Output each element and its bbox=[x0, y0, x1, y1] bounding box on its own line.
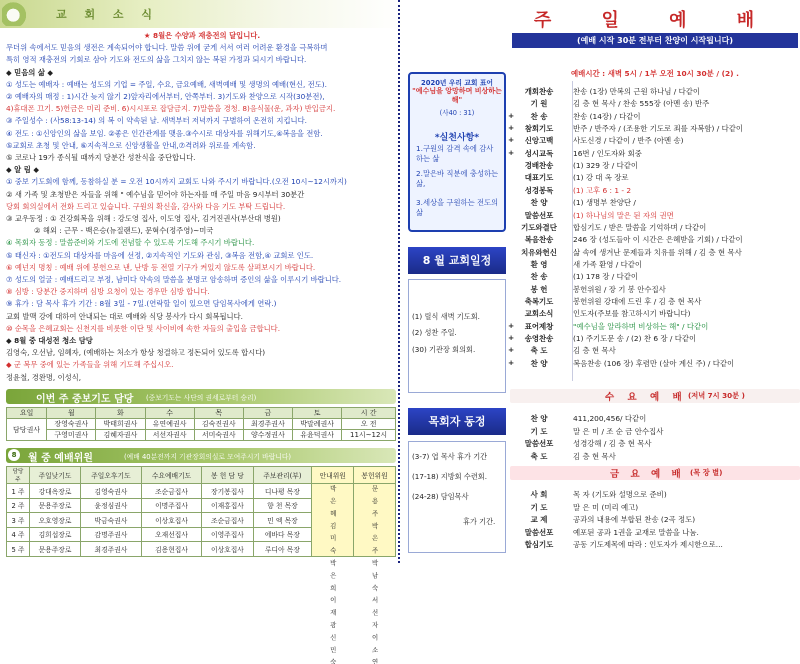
committee-table bbox=[6, 466, 396, 664]
standing-cross-mark: + bbox=[508, 123, 515, 133]
table-header: 봉헌위원 bbox=[354, 467, 396, 484]
table-cell: 박말례권사 bbox=[293, 419, 342, 430]
order-item-label: 환 영 bbox=[530, 259, 548, 269]
notice-line-11: ⑨ 휴가 : 담 목사 휴가 기간 : 8월 3일 - 7일.(연락할 일이 있으면 담임목사에게 연락.) bbox=[6, 299, 277, 309]
notice-line-2: ② 새 가족 및 초청받은 자들을 위해 " 예수님을 믿어야 하는자를 매 주일 마음 9시부터 30분간 bbox=[6, 189, 305, 199]
table-cell: 김혜자권사 bbox=[96, 430, 145, 441]
table-cell: 양수정권사 bbox=[243, 430, 292, 441]
order-row bbox=[510, 222, 800, 234]
table-cell: 이영주집사 bbox=[202, 527, 253, 542]
order-item-label: 성경봉독 bbox=[524, 185, 554, 195]
intercession-title: 이번 주 중보기도 담당 bbox=[36, 394, 134, 405]
cleaning-title: ◆ 8월 중 대성전 청소 담당 bbox=[6, 336, 93, 346]
pastor-item: (3-7) 엽 목사 휴가 기간 bbox=[412, 452, 488, 461]
motto-verse: "예수님을 앙망하며 비상하는 해" bbox=[412, 87, 502, 104]
order-item-label: 기도와결단 bbox=[521, 222, 557, 232]
practice-item-1: 1.구원의 감격 속에 감사하는 삶 bbox=[416, 144, 494, 163]
table-cell: 최경주권사 bbox=[81, 542, 142, 557]
order-item-value: 삶 속에 생겨난 문제들과 치유를 위해 / 김 층 현 목사 bbox=[573, 247, 742, 257]
table-cell: 최경주권사 bbox=[243, 419, 292, 430]
order-row bbox=[510, 123, 800, 135]
diagonal-header bbox=[7, 467, 30, 484]
table-cell: 디나평 목장 bbox=[253, 484, 312, 499]
order-item-label: 축 도 bbox=[530, 346, 548, 356]
wednesday-worship-time: (저녁 7시 30분 ) bbox=[688, 391, 745, 400]
notice-line-13: ⑩ 순목을 은혜교회는 신천지를 비롯한 이단 및 사이비에 속한 자들의 출입을 금합니다. bbox=[6, 323, 281, 333]
notice-line-9: ⑦ 성도의 얼굴 : 예배드리고 부정, 남미다 약속의 말씀을 분명코 암송하며 증인의 삶을 이루시기 바랍니다. bbox=[6, 275, 342, 285]
table-header: 주일낮기도 bbox=[29, 467, 80, 484]
offering-cell bbox=[354, 484, 396, 664]
standing-cross-mark: + bbox=[508, 147, 515, 157]
table-header: 주보관리(부) bbox=[253, 467, 312, 484]
order-item-value: 411,200,456/ 다같이 bbox=[573, 414, 647, 423]
order-item-label: 찬 양 bbox=[530, 358, 548, 368]
table-header: 금 bbox=[243, 408, 292, 419]
order-item-label: 찬 송 bbox=[530, 111, 548, 121]
order-item-label: 기 도 bbox=[530, 426, 548, 436]
friday-worship-note: (목 장 별) bbox=[690, 468, 723, 477]
order-item-label: 찬 송 bbox=[530, 272, 548, 282]
order-row bbox=[510, 111, 800, 123]
order-item-value: 찬송 (14장) / 다같이 bbox=[573, 111, 641, 121]
order-row bbox=[510, 358, 800, 370]
order-row bbox=[510, 148, 800, 160]
pastor-box bbox=[408, 441, 506, 553]
order-item-value: 인도자(주보를 참고하시기 바랍니다) bbox=[573, 309, 691, 319]
order-row bbox=[510, 234, 800, 246]
order-row bbox=[510, 489, 800, 501]
order-item-value: 새 가족 환영 / 다같이 bbox=[573, 259, 643, 269]
table-cell: 11시~12시 bbox=[342, 430, 396, 441]
table-cell: 오재선집사 bbox=[141, 527, 202, 542]
notice-line-3: 당회 회의실에서 전화 드리고 있습니다. 구원의 확신을, 감사와 다음 기도 부탁 드립니다. bbox=[6, 201, 286, 211]
table-header: 요일 bbox=[7, 408, 47, 419]
schedule-title-bar: 8 월 교회일정 bbox=[408, 247, 506, 274]
table-cell: 향 천 목장 bbox=[253, 498, 312, 513]
order-item-value: 16번 / 인도자와 회중 bbox=[573, 148, 642, 158]
order-row bbox=[510, 308, 800, 320]
order-item-label: 개회찬송 bbox=[524, 87, 554, 96]
motto-reference: (사40 : 31) bbox=[439, 109, 475, 117]
committee-bar bbox=[6, 448, 396, 463]
table-row bbox=[7, 419, 396, 430]
military-title: ◆ 군 복무 중에 있는 가족들을 위해 기도해 주십시오. bbox=[6, 360, 174, 370]
order-item-label: 경배찬송 bbox=[524, 161, 554, 171]
order-row bbox=[510, 527, 800, 539]
practice-item-2: 2.말은바 직분에 충성하는 삶, bbox=[416, 169, 499, 188]
order-item-value: 봉헌위원 / 장 기 봉 안수집사 bbox=[573, 284, 666, 294]
order-item-label: 복음찬송 bbox=[524, 235, 554, 245]
table-header: 안내위원 bbox=[312, 467, 354, 484]
order-row bbox=[510, 172, 800, 184]
order-row bbox=[510, 514, 800, 526]
table-header: 토 bbox=[293, 408, 342, 419]
faith-line-7: ⑤ 코로나 19가 종식될 때까지 당분간 성찬식을 중단합니다. bbox=[6, 153, 196, 163]
motto-box bbox=[408, 72, 506, 232]
table-cell: 장영숙권사 bbox=[47, 419, 96, 430]
news-headline: ★ 8월은 수양과 재충전의 달입니다. bbox=[143, 31, 261, 40]
committee-month-badge: 8 bbox=[8, 449, 20, 461]
table-row bbox=[7, 430, 396, 441]
order-row bbox=[510, 413, 800, 425]
usher-names: 박 은 혜 김 미 숙 박 은 희 이 재 광 신 민 숙 bbox=[328, 484, 337, 664]
order-item-value: (1) 고후 6 : 1 - 2 bbox=[573, 185, 632, 195]
sunday-worship-subtitle: (예배 시작 30분 전부터 찬양이 시작됩니다) bbox=[512, 33, 798, 48]
page-divider bbox=[398, 0, 400, 563]
order-row bbox=[510, 333, 800, 345]
order-item-value: (1) 생명부 찬양단 / bbox=[573, 198, 636, 208]
order-row bbox=[510, 284, 800, 296]
table-cell: 유연예권사 bbox=[145, 419, 194, 430]
order-item-label: 신앙고백 bbox=[524, 136, 554, 146]
order-row bbox=[510, 135, 800, 147]
standing-cross-mark: + bbox=[508, 320, 515, 330]
schedule-item: (30) 기관장 회의회. bbox=[412, 345, 476, 354]
order-item-label: 참회기도 bbox=[524, 124, 554, 134]
pastor-title-bar: 목회자 동정 bbox=[408, 408, 506, 435]
news-banner bbox=[0, 0, 404, 28]
order-item-value: "예수님을 알라하며 비상하는 해" / 다같이 bbox=[573, 321, 709, 331]
table-header: 목 bbox=[194, 408, 243, 419]
faith-line-1: ① 성도는 예배자 : 예배는 성도의 기업 = 주일, 수요, 금요예배, 새벽예배 및 생명의 예배(현신, 전도). bbox=[6, 79, 327, 89]
friday-worship-bar bbox=[510, 466, 800, 480]
faith-line-5: ④ 전도 : ①신앙인의 삶을 보임. ②좋은 인간관계를 맺음.③수시로 대상자를 위해기도,④복음을 전함. bbox=[6, 128, 323, 138]
table-header: 시 간 bbox=[342, 408, 396, 419]
order-row bbox=[510, 210, 800, 222]
table-header: 화 bbox=[96, 408, 145, 419]
order-item-label: 성시교독 bbox=[524, 148, 554, 158]
notice-line-1: ① 중보 기도회에 함께, 동참하실 분 = 오전 10시까지 교회도 나와 주시기 바랍니다.(오전 10시~12시까지) bbox=[6, 177, 347, 187]
worship-panel bbox=[404, 0, 800, 563]
order-item-value: (1) 178 장 / 다같이 bbox=[573, 272, 639, 282]
table-row bbox=[7, 484, 396, 499]
table-cell: 루디아 목장 bbox=[253, 542, 312, 557]
order-item-value: 복음찬송 (106 장) 후렴만 (살아 계신 주) / 다같이 bbox=[573, 358, 735, 368]
table-cell: 김숙진권사 bbox=[194, 419, 243, 430]
order-item-value: 반주 / 반주자 / (조용한 기도로 죄를 자복함) / 다같이 bbox=[573, 124, 744, 134]
news-body bbox=[6, 30, 398, 384]
table-cell: 김용현집사 bbox=[141, 542, 202, 557]
order-row bbox=[510, 296, 800, 308]
table-cell: 구영미권사 bbox=[47, 430, 96, 441]
order-item-label: 기 도 bbox=[530, 502, 548, 512]
leaf-ornament-icon bbox=[2, 2, 30, 26]
table-cell: 이상호집사 bbox=[141, 513, 202, 528]
standing-cross-mark: + bbox=[508, 135, 515, 145]
pastor-item: (17-18) 지방회 수련회. bbox=[412, 472, 488, 481]
order-item-value: (1) 주기도문 송 / (2) 찬 6 장 / 다같이 bbox=[573, 334, 697, 343]
order-item-value: 사도신경 / 다같이 / 반주 (아멘 송) bbox=[573, 136, 684, 146]
order-item-value: 김 층 현 목사 / 찬송 555장 (아멘 송) 반주 bbox=[573, 99, 710, 109]
notice-section-title: ◆ 알 림 ◆ bbox=[6, 165, 39, 175]
table-header: 주일오후기도 bbox=[81, 467, 142, 484]
schedule-item: (2) 성찬 주일. bbox=[412, 328, 457, 337]
wednesday-worship-title: 수 요 예 배 bbox=[605, 392, 687, 403]
faith-line-3: 4)휴대폰 끄기. 5)헌금은 미리 준비. 6)시시포로 잡담금지. 7)말씀을 경청. 8)음식물(운, 과자) 반입금지. bbox=[6, 104, 336, 114]
order-row bbox=[510, 247, 800, 259]
order-item-value: 봉헌위원 강대에 드린 후 / 김 층 현 목사 bbox=[573, 296, 702, 306]
order-item-label: 말씀선포 bbox=[524, 439, 554, 448]
table-cell: 김영숙권사 bbox=[81, 484, 142, 499]
faith-line-4: ③ 주일성수 : (사58:13-14) 의 복 이 약속된 날. 새벽부터 저녁까지 구별하여 온전히 지킵니다. bbox=[6, 116, 307, 126]
order-item-value: 예포된 공과 1권을 교재로 말씀을 나눔. bbox=[573, 527, 699, 537]
order-item-value: 김 층 현 목사 bbox=[573, 346, 616, 356]
order-item-label: 치유와헌신 bbox=[521, 247, 557, 257]
notice-line-7: ⑤ 태신자 : ①전도의 대상자를 마음에 선정, ②지속적인 기도와 관심, ③복음 전함,④ 교회로 인도. bbox=[6, 250, 314, 260]
sunday-worship-title: 주 일 예 배 bbox=[533, 10, 777, 31]
usher-cell bbox=[312, 484, 354, 664]
table-cell: 박금숙권사 bbox=[81, 513, 142, 528]
table-cell: 5 주 bbox=[7, 542, 30, 557]
order-item-label: 말씀선포 bbox=[524, 527, 554, 537]
friday-worship-title: 금 요 예 배 bbox=[610, 469, 685, 480]
table-cell: 조순금집사 bbox=[202, 513, 253, 528]
table-cell: 조순금집사 bbox=[141, 484, 202, 499]
notice-line-12: 교회 발맥 강에 대하여 안내되는 대로 예배와 식당 봉사가 다시 회복됩니다. bbox=[6, 311, 243, 321]
notice-line-4: ③ 교우동정 : ① 건강회복을 위해 : 강도영 집사, 이도영 집사, 김거진권사(부산대 병원) bbox=[6, 214, 281, 224]
order-row bbox=[510, 271, 800, 283]
order-item-label: 사 회 bbox=[530, 490, 548, 499]
order-row bbox=[510, 451, 800, 463]
order-row bbox=[510, 321, 800, 333]
order-row bbox=[510, 426, 800, 438]
military-members: 정윤철, 경완명, 이성식, bbox=[6, 372, 82, 382]
order-item-value: 공동 기도제목에 따라 : 인도자가 제시한으로... bbox=[573, 540, 723, 549]
order-item-value: (1) 하나님의 말은 된 자의 권면 bbox=[573, 210, 674, 220]
table-cell: 이명주집사 bbox=[141, 498, 202, 513]
order-row bbox=[510, 185, 800, 197]
order-item-label: 교회소식 bbox=[524, 309, 554, 319]
order-row bbox=[510, 160, 800, 172]
table-cell: 이상호집사 bbox=[202, 542, 253, 557]
order-row bbox=[510, 539, 800, 551]
pastor-item: (24-28) 담임목사 bbox=[412, 492, 469, 501]
news-intro-2: 특히 영적 재충전의 기회로 삼아 기도와 전도의 삶을 그치지 않는 복된 가정과 되시기 바랍니다. bbox=[6, 55, 307, 65]
order-item-value: 김 층 현 목사 bbox=[573, 451, 616, 461]
order-row bbox=[510, 98, 800, 110]
committee-title: 월 중 예배위원 bbox=[28, 453, 93, 464]
notice-line-5: ② 해외 : 근무 - 백은승(뉴질랜드), 문혁수(정주영)~미국 bbox=[34, 226, 214, 236]
table-cell: 서선자권사 bbox=[145, 430, 194, 441]
order-row bbox=[510, 86, 800, 98]
pastor-item: 휴가 기간. bbox=[463, 517, 496, 526]
table-cell: 1 주 bbox=[7, 484, 30, 499]
cleaning-members: 김영숙, 오선남, 임혜자, (예배하는 처소가 항상 청결하고 정돈되어 있도록 합시다) bbox=[6, 348, 266, 358]
order-item-value: 합심기도 / 받은 말씀을 기억하며 / 다같이 bbox=[573, 222, 707, 232]
standing-cross-mark: + bbox=[508, 110, 515, 120]
news-banner-title: 교 회 소 식 bbox=[56, 8, 159, 21]
order-item-label: 찬 양 bbox=[530, 198, 548, 208]
row-label: 담당권사 bbox=[7, 419, 47, 441]
committee-subtitle: (예배 40분전까지 기관장회의실로 모여주시기 바랍니다) bbox=[124, 453, 292, 461]
order-row bbox=[510, 197, 800, 209]
table-cell: 강대옥장로 bbox=[29, 484, 80, 499]
order-item-value: 말 은 미 (미리 예고) bbox=[573, 502, 639, 512]
order-item-value: (1) 329 장 / 다같이 bbox=[573, 161, 639, 171]
table-cell: 서미숙권사 bbox=[194, 430, 243, 441]
standing-cross-mark: + bbox=[508, 345, 515, 355]
practice-item-3: 3.세상을 구원하는 전도의 삶 bbox=[416, 198, 499, 217]
order-item-label: 합심기도 bbox=[524, 540, 554, 549]
order-item-label: 교 제 bbox=[530, 515, 548, 524]
table-cell: 4 주 bbox=[7, 527, 30, 542]
offering-names: 문 용 주 박 은 주 박 남 숙 서 선 자 이 소 연 bbox=[370, 484, 379, 664]
notice-line-10: ⑧ 심방 : 당분간 중지하며 심방 요청이 있는 경우만 심방 합니다. bbox=[6, 287, 210, 297]
table-cell: 오 전 bbox=[342, 419, 396, 430]
table-cell: 문용주장로 bbox=[29, 542, 80, 557]
order-item-value: 성경강해 / 김 층 현 목사 bbox=[573, 439, 652, 448]
order-row bbox=[510, 502, 800, 514]
table-cell: 에바다 목장 bbox=[253, 527, 312, 542]
table-cell: 박태희권사 bbox=[96, 419, 145, 430]
order-item-label: 대표기도 bbox=[524, 173, 554, 183]
order-item-value: 말 은 미 / 조 순 금 안수집사 bbox=[573, 426, 664, 436]
faith-line-6: ⑤교회로 초청 및 안내, ⑥지속적으로 신앙생활을 안내,⑦격려와 위로를 계속함. bbox=[6, 140, 256, 150]
intercession-table bbox=[6, 407, 396, 441]
table-cell: 이재홍집사 bbox=[202, 498, 253, 513]
faith-section-title: ◆ 믿음의 삶 ◆ bbox=[6, 67, 54, 77]
table-header-row bbox=[7, 467, 396, 484]
order-item-value: 공과의 내용에 부합된 찬송 (2곡 정도) bbox=[573, 515, 696, 524]
intercession-subtitle: (중보기도는 사단의 권세로부터 승리) bbox=[146, 394, 257, 402]
notice-line-6: ④ 목회자 동정 : 말씀준비와 기도에 전념할 수 있도록 기도해 주시기 바랍니다. bbox=[6, 238, 255, 248]
order-item-value: (1) 강 대 옥 장로 bbox=[573, 173, 629, 183]
table-header: 월 bbox=[47, 408, 96, 419]
order-item-label: 표어제창 bbox=[524, 321, 554, 331]
standing-cross-mark: + bbox=[508, 333, 515, 342]
order-row bbox=[510, 345, 800, 357]
order-item-value: 찬송 (1장) 만복의 근원 하나님 / 다같이 bbox=[573, 87, 701, 96]
notice-line-8: ⑥ 예넌지 명칭 : 예배 위에 봉헌으로 낸, 난방 등 전열 기구가 켜있지 않도록 살펴보시기 바랍니다. bbox=[6, 262, 316, 272]
table-cell: 민 엑 목장 bbox=[253, 513, 312, 528]
table-header: 수요예배기도 bbox=[141, 467, 202, 484]
order-item-label: 축복기도 bbox=[524, 296, 554, 306]
practice-title: *실천사항* bbox=[434, 133, 480, 143]
order-item-label: 축 도 bbox=[530, 451, 548, 461]
motto-year: 2020년 우리 교회 표어 bbox=[421, 79, 493, 87]
table-cell: 2 주 bbox=[7, 498, 30, 513]
table-header-row bbox=[7, 408, 396, 419]
order-row bbox=[510, 438, 800, 450]
order-row bbox=[510, 259, 800, 271]
schedule-box bbox=[408, 279, 506, 393]
table-cell: 감명주권사 bbox=[81, 527, 142, 542]
table-cell: 3 주 bbox=[7, 513, 30, 528]
intercession-bar bbox=[6, 389, 396, 404]
table-cell: 유윤덕권사 bbox=[293, 430, 342, 441]
order-item-value: 목 자 (기도와 설명으로 준비) bbox=[573, 490, 667, 499]
table-cell: 오호영장로 bbox=[29, 513, 80, 528]
order-item-label: 찬 양 bbox=[530, 414, 548, 423]
table-cell: 문용주장로 bbox=[29, 498, 80, 513]
order-item-value: 246 장 (성도들아 이 시간은 은혜받을 기회) / 다같이 bbox=[573, 235, 743, 245]
diag-bottom-label: 주 bbox=[15, 477, 21, 483]
standing-cross-mark: + bbox=[508, 357, 515, 367]
order-item-label: 봉 헌 bbox=[530, 284, 548, 294]
table-cell: 김희섭장로 bbox=[29, 527, 80, 542]
table-header: 봉 헌 담 당 bbox=[202, 467, 253, 484]
table-cell: 장기봉집사 bbox=[202, 484, 253, 499]
faith-line-2: ② 예배자의 매정 : 1)시간 늦지 않기 2)앞자리에서부터, 안쪽부터. 3)기도와 찬양으로 시작(30분전), bbox=[6, 92, 325, 102]
order-item-label: 말씀선포 bbox=[524, 210, 554, 220]
news-intro-1: 무더위 속에서도 믿음의 생전은 계속되어야 합니다. 말씀 위에 굳게 서서 여러 어려운 환경을 극복하며 bbox=[6, 43, 328, 53]
order-item-label: 송영찬송 bbox=[524, 334, 554, 343]
schedule-item: (1) 릴식 새벽 기도회. bbox=[412, 312, 480, 321]
worship-time-line: 예배시간 : 새벽 5시 / 1부 오전 10시 30분 / (2) . bbox=[571, 69, 739, 78]
wednesday-worship-bar bbox=[510, 389, 800, 403]
table-cell: 윤정심권사 bbox=[81, 498, 142, 513]
table-header: 수 bbox=[145, 408, 194, 419]
order-item-label: 기 원 bbox=[530, 99, 548, 109]
diag-top-label: 담당 bbox=[12, 469, 24, 475]
